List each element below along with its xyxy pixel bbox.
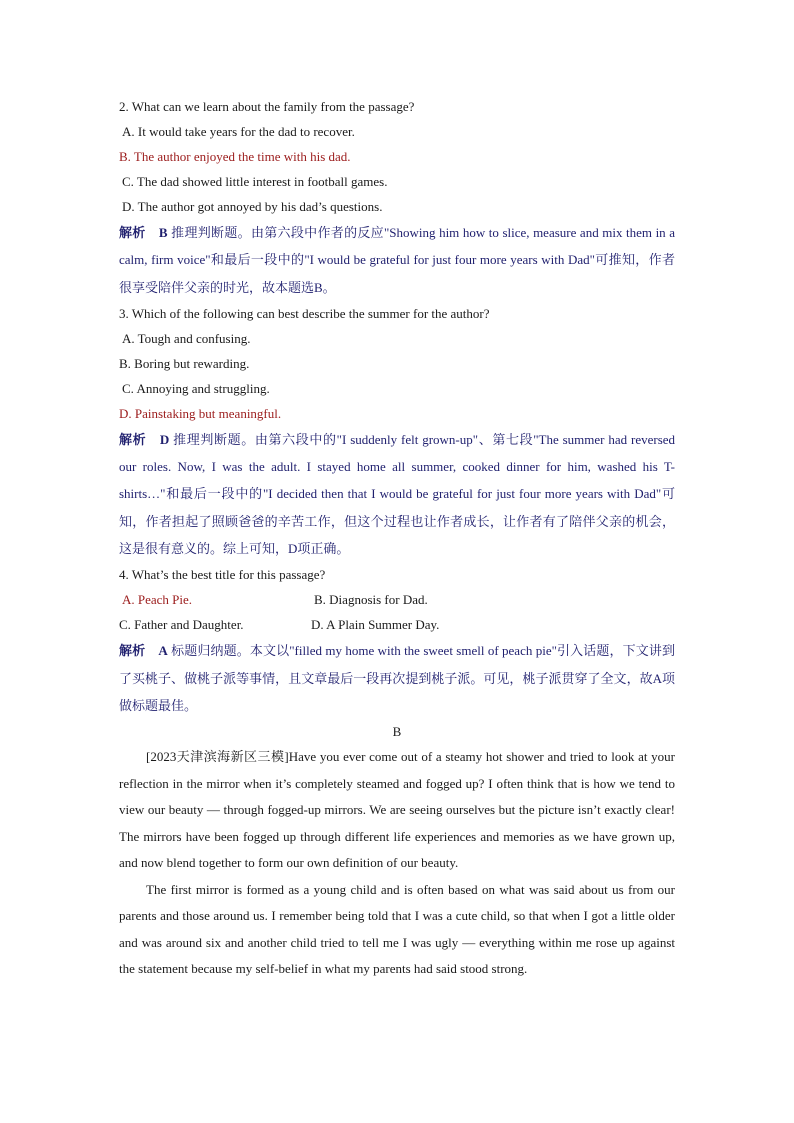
document-content <box>119 94 675 983</box>
q4-explanation <box>119 637 675 719</box>
q4-explanation-text: 标题归纳题。本文以"filled my home with the sweet smell of peach pie"引入话题，下文讲到了买桃子、做桃子派等事情，且文章最后一段再次提到桃子派。可见，桃子派贯穿了全文，故A项做标题最佳。 <box>119 643 676 713</box>
q4-explanation-tag: 解析 A <box>119 643 168 659</box>
q2-explanation <box>119 219 675 301</box>
q2-option-c: C. The dad showed little interest in football games. <box>122 174 388 189</box>
q2-option-d: D. The author got annoyed by his dad’s questions. <box>122 199 383 214</box>
question-3: 3. Which of the following can best describe the summer for the author? <box>119 305 490 321</box>
q4-option-a: A. Peach Pie. <box>122 592 193 608</box>
question-2: 2. What can we learn about the family from the passage? <box>119 99 415 114</box>
q3-option-b: B. Boring but rewarding. <box>119 355 250 371</box>
section-b-paragraph-2: The first mirror is formed as a young child and is often based on what was said about us from our parents and those around us. I remember being told that I was a cute child, so that when I got a little older and was around six and another child tried to tell me I was ugly — everything within me rose up against the statement because my self-belief in what my parents had said stood strong. <box>119 881 675 977</box>
q2-option-a: A. It would take years for the dad to recover. <box>122 124 355 139</box>
question-4: 4. What’s the best title for this passage? <box>119 567 326 583</box>
q3-explanation <box>119 426 675 562</box>
q3-option-a: A. Tough and confusing. <box>122 330 251 346</box>
q4-options-row-1 <box>119 587 675 612</box>
q3-option-d: D. Painstaking but meaningful. <box>119 405 282 421</box>
q4-options-row-2 <box>119 612 675 637</box>
q4-option-b: B. Diagnosis for Dad. <box>314 592 428 608</box>
q4-option-d: D. A Plain Summer Day. <box>311 617 440 633</box>
q3-explanation-text: 推理判断题。由第六段中的"I suddenly felt grown-up"、第七段"The summer had reversed our roles. Now, I was the adult. I stayed home all summer, cooked dinner for him, washed his T-shirts…"和最后一段中的"I decided then that I would be grateful for just four more years with Dad"可知，作者担起了照顾爸爸的辛苦工作，但这个过程也让作者成长，让作者有了陪伴父亲的机会，这是很有意义的。综上可知，D项正确。 <box>119 431 676 557</box>
q2-explanation-tag: 解析 B <box>119 225 168 240</box>
q3-option-c: C. Annoying and struggling. <box>122 380 270 396</box>
section-b-paragraph-1: [2023天津滨海新区三模]Have you ever come out of a steamy hot shower and tried to look at your reflection in the mirror when it’s completely steamed and fogged up? I often think that is how we tend to view our beauty — through fogged-up mirrors. We are seeing ourselves but the picture isn’t exactly clear! The mirrors have been fogged up through different life experiences and memories as we have grown up, and now blend together to form our own definition of our beauty. <box>119 749 675 871</box>
q2-option-b: B. The author enjoyed the time with his dad. <box>119 149 351 164</box>
q2-explanation-text: 推理判断题。由第六段中作者的反应"Showing him how to slice, measure and mix them in a calm, firm voice"和最后一段中的"I would be grateful for just four more years with Dad"可推知，作者很享受陪伴父亲的时光，故本题选B。 <box>119 225 676 295</box>
section-b-heading: B <box>392 724 402 740</box>
q3-explanation-tag: 解析 D <box>119 431 170 447</box>
q4-option-c: C. Father and Daughter. <box>119 617 244 633</box>
